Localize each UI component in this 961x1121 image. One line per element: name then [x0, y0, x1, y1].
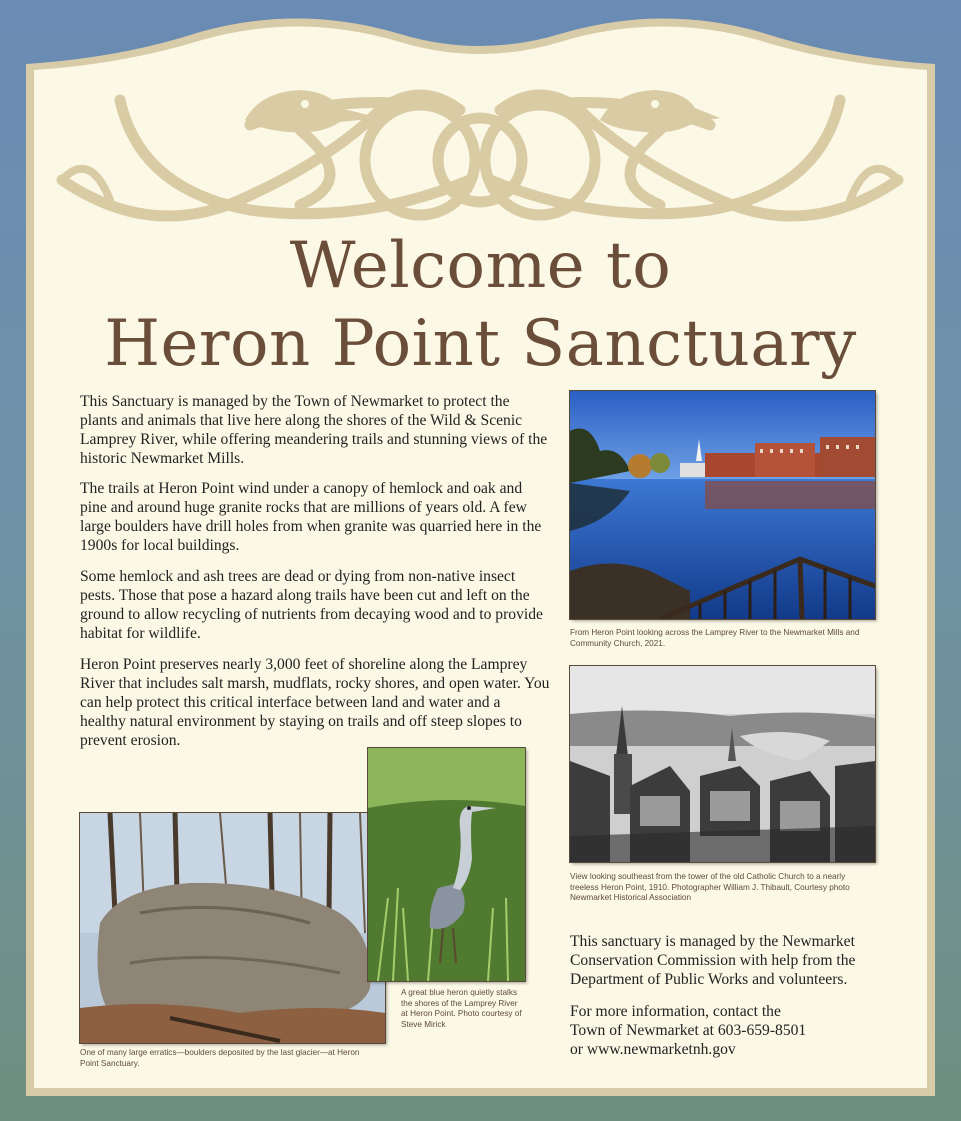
- river-photo-caption: From Heron Point looking across the Lamprey River to the Newmarket Mills and Community Church, 2021.: [570, 628, 860, 648]
- management-note: This sanctuary is managed by the Newmarket Conservation Commission with help from the Department of Public Works and volunteers.: [570, 933, 856, 988]
- trees-paragraph: Some hemlock and ash trees are dead or dying from non-native insect pests. Those that pose a hazard along trails have been cut and left on the ground to allow recycling of nutrients from decaying wood and to provide habitat for wildlife.: [80, 568, 543, 642]
- title-line-1: Welcome to: [289, 229, 672, 303]
- heron-photo-caption: A great blue heron quietly stalks the shores of the Lamprey River at Heron Point. Photo courtesy of Steve Mirick: [401, 988, 522, 1029]
- historic-photo-caption: View looking southeast from the tower of the old Catholic Church to a nearly treeless Heron Point, 1910. Photographer William J. Thibault, Courtesy photo Newmarket Historical Association: [570, 872, 850, 902]
- contact-line-2: Town of Newmarket at 603-659-8501: [570, 1022, 807, 1039]
- contact-line-3: or www.newmarketnh.gov: [570, 1041, 736, 1058]
- boulder-photo-caption: One of many large erratics—boulders deposited by the last glacier—at Heron Point Sanctuary.: [80, 1048, 360, 1068]
- historic-1910-photo: [570, 666, 875, 862]
- trails-paragraph: The trails at Heron Point wind under a canopy of hemlock and oak and pine and around huge granite rocks that are millions of years old. A few large boulders have drill holes from when granite was quarried here in the 1900s for local buildings.: [80, 480, 542, 554]
- intro-paragraph: This Sanctuary is managed by the Town of Newmarket to protect the plants and animals that live here along the shores of the Wild & Scenic Lamprey River, while offering meandering trails and stunning views of the historic Newmarket Mills.: [80, 393, 548, 467]
- great-blue-heron-photo: [368, 748, 525, 981]
- title-line-2: Heron Point Sanctuary: [104, 307, 857, 381]
- contact-info: [570, 1002, 890, 1059]
- celtic-knot-icon: [0, 0, 961, 240]
- river-mills-photo: [570, 391, 875, 619]
- boulder-erratic-photo: [80, 813, 385, 1043]
- shoreline-paragraph: Heron Point preserves nearly 3,000 feet of shoreline along the Lamprey River that includes salt marsh, mudflats, rocky shores, and open water. You can help protect this critical interface between land and water and a healthy natural environment by staying on trails and off steep slopes to prevent erosion.: [80, 656, 550, 749]
- contact-line-1: For more information, contact the: [570, 1003, 781, 1020]
